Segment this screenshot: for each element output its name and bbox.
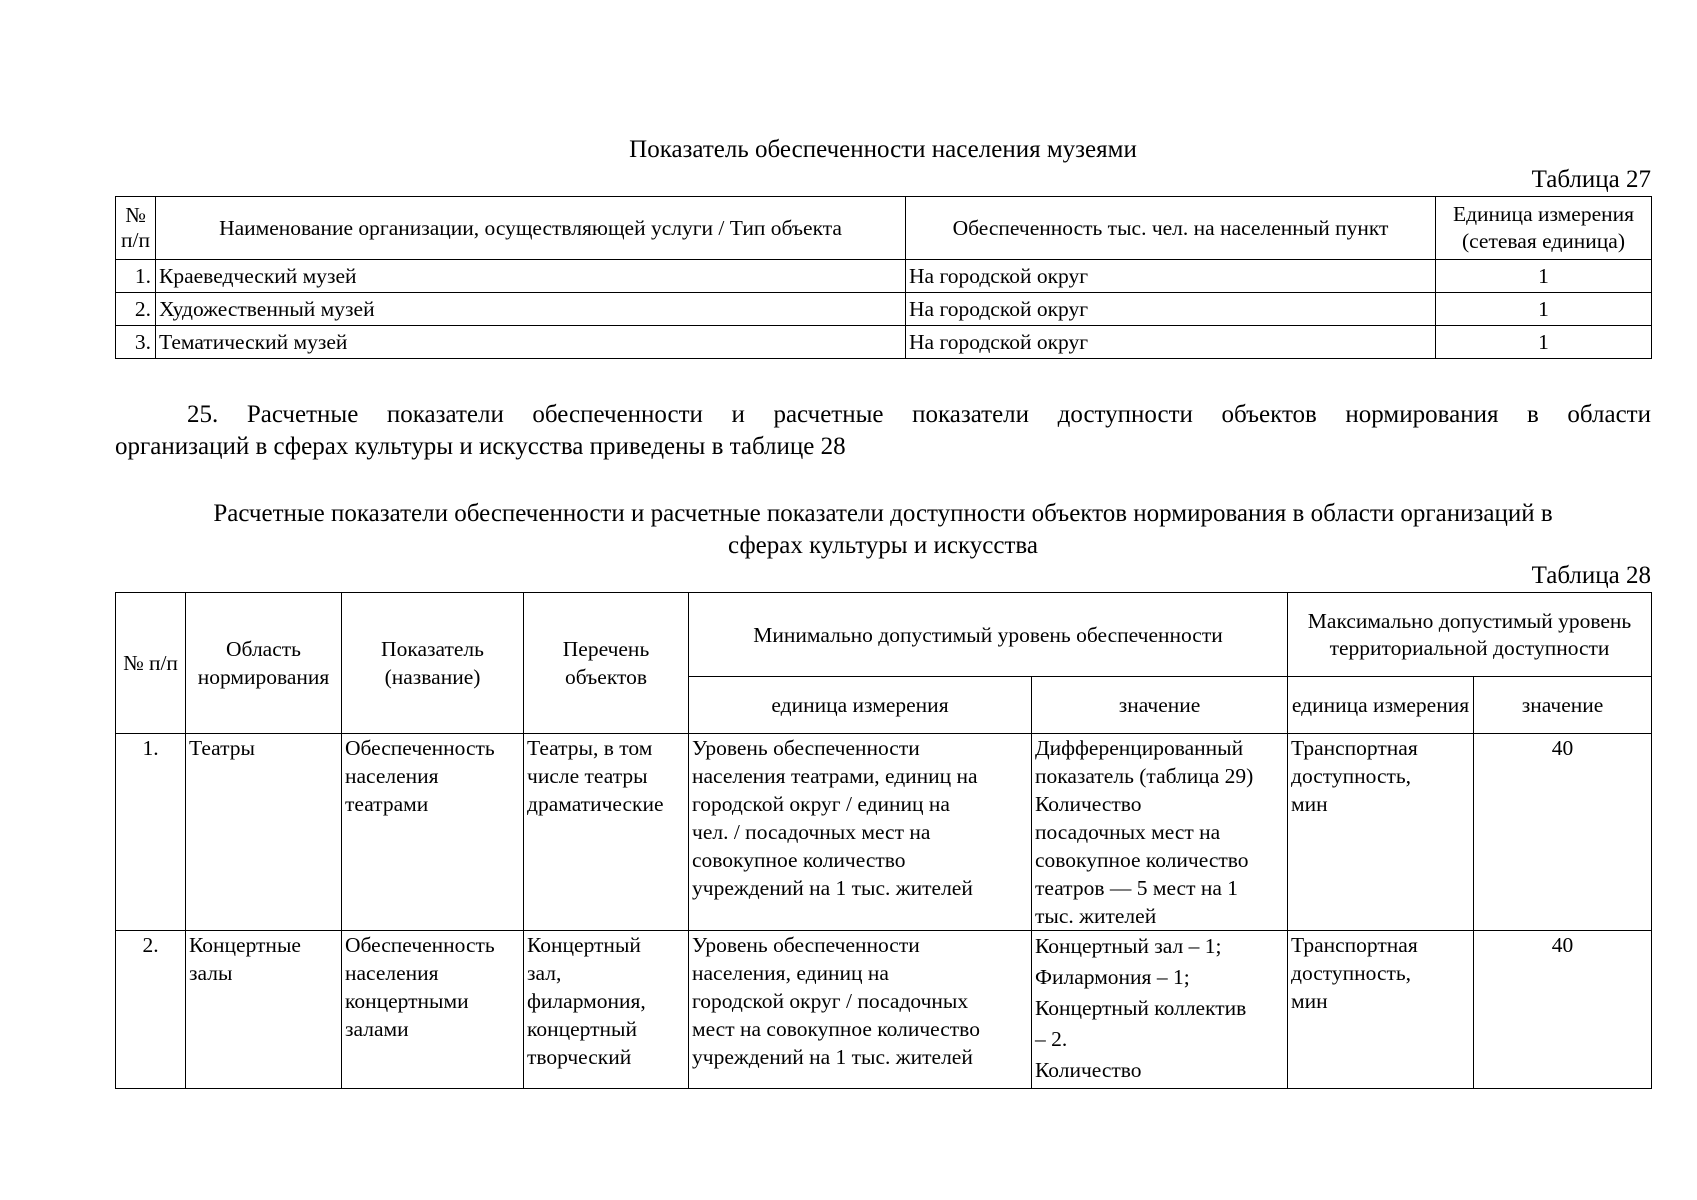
row-num: 2. xyxy=(116,293,156,326)
row-num: 3. xyxy=(116,326,156,359)
row-indicator xyxy=(342,931,524,1089)
table28-title-line-2: сферах культуры и искусства xyxy=(728,532,1038,559)
cell-line: Уровень обеспеченности xyxy=(692,933,920,957)
paragraph-25 xyxy=(115,399,1651,463)
cell-line: Количество xyxy=(1035,1058,1142,1082)
header-unit: Единица измерения (сетевая единица) xyxy=(1436,197,1652,260)
cell-line: числе театры xyxy=(527,764,648,788)
cell-line: населения, единиц на xyxy=(692,961,889,985)
row-area xyxy=(186,931,342,1089)
cell-line: Концертный зал – 1; xyxy=(1035,934,1222,958)
row-unit: 1 xyxy=(1436,326,1652,359)
cell-line: Обеспеченность xyxy=(345,736,495,760)
header-objects: Перечень объектов xyxy=(524,593,689,734)
row-objects xyxy=(524,734,689,931)
cell-line: тыс. жителей xyxy=(1035,904,1157,928)
row-name: Художественный музей xyxy=(156,293,906,326)
cell-line: чел. / посадочных мест на xyxy=(692,820,931,844)
header-max-access: Максимально допустимый уровень территориальной доступности xyxy=(1288,593,1652,677)
cell-line: доступность, xyxy=(1291,961,1412,985)
cell-line: Филармония – 1; xyxy=(1035,965,1190,989)
cell-line: доступность, xyxy=(1291,764,1412,788)
row-unit xyxy=(689,734,1032,931)
header-value: значение xyxy=(1032,677,1288,734)
header-unit-2: единица измерения xyxy=(1288,677,1474,734)
cell-line: населения xyxy=(345,961,439,985)
cell-line: залы xyxy=(189,961,233,985)
header-unit: единица измерения xyxy=(689,677,1032,734)
cell-line: совокупное количество xyxy=(692,848,906,872)
row-num: 1. xyxy=(116,260,156,293)
cell-line: зал, xyxy=(527,961,562,985)
row-unit xyxy=(689,931,1032,1089)
header-area: Область нормирования xyxy=(186,593,342,734)
row-value-2: 40 xyxy=(1474,931,1652,1089)
row-indicator xyxy=(342,734,524,931)
cell-line: совокупное количество xyxy=(1035,848,1249,872)
header-num: № п/п xyxy=(116,593,186,734)
cell-line: учреждений на 1 тыс. жителей xyxy=(692,876,973,900)
table28-title xyxy=(115,498,1651,562)
header-num: № п/п xyxy=(116,197,156,260)
row-provision: На городской округ xyxy=(906,326,1436,359)
row-unit: 1 xyxy=(1436,293,1652,326)
cell-line: драматические xyxy=(527,792,664,816)
table-row xyxy=(116,326,1652,359)
header-provision: Обеспеченность тыс. чел. на населенный пункт xyxy=(906,197,1436,260)
cell-line: Дифференцированный xyxy=(1035,736,1244,760)
row-unit: 1 xyxy=(1436,260,1652,293)
table-header-row xyxy=(116,197,1652,260)
row-provision: На городской округ xyxy=(906,260,1436,293)
row-provision: На городской округ xyxy=(906,293,1436,326)
cell-line: филармония, xyxy=(527,989,646,1013)
paragraph-line-2: организаций в сферах культуры и искусства приведены в таблице 28 xyxy=(115,433,846,460)
row-area: Театры xyxy=(186,734,342,931)
cell-line: населения театрами, единиц на xyxy=(692,764,978,788)
cell-line: творческий xyxy=(527,1045,632,1069)
cell-line: театров — 5 мест на 1 xyxy=(1035,876,1239,900)
table-row xyxy=(116,260,1652,293)
table28-title-line-1: Расчетные показатели обеспеченности и расчетные показатели доступности объектов нормирования в области организаций в xyxy=(213,500,1553,527)
table27-title: Показатель обеспеченности населения музеями xyxy=(629,136,1137,163)
row-objects xyxy=(524,931,689,1089)
table27-label: Таблица 27 xyxy=(1531,166,1651,193)
cell-line: Транспортная xyxy=(1291,736,1418,760)
paragraph-line-1: 25. Расчетные показатели обеспеченности и расчетные показатели доступности объектов нормирования в области xyxy=(187,401,1651,428)
cell-line: мест на совокупное количество xyxy=(692,1017,980,1041)
cell-line: посадочных мест на xyxy=(1035,820,1221,844)
cell-line: Концертные xyxy=(189,933,301,957)
row-value xyxy=(1032,931,1288,1089)
table-row xyxy=(116,293,1652,326)
row-num: 1. xyxy=(116,734,186,931)
row-value-2: 40 xyxy=(1474,734,1652,931)
header-indicator: Показатель (название) xyxy=(342,593,524,734)
cell-line: – 2. xyxy=(1035,1027,1068,1051)
table-header-row xyxy=(116,593,1652,677)
cell-line: залами xyxy=(345,1017,409,1041)
cell-line: театрами xyxy=(345,792,429,816)
cell-line: Театры, в том xyxy=(527,736,653,760)
table28-label: Таблица 28 xyxy=(1531,562,1651,589)
row-num: 2. xyxy=(116,931,186,1089)
row-name: Тематический музей xyxy=(156,326,906,359)
cell-line: населения xyxy=(345,764,439,788)
header-value-2: значение xyxy=(1474,677,1652,734)
row-unit-2 xyxy=(1288,931,1474,1089)
row-value xyxy=(1032,734,1288,931)
cell-line: учреждений на 1 тыс. жителей xyxy=(692,1045,973,1069)
cell-line: концертный xyxy=(527,1017,637,1041)
row-unit-2 xyxy=(1288,734,1474,931)
cell-line: Транспортная xyxy=(1291,933,1418,957)
table-row xyxy=(116,931,1652,1089)
cell-line: Концертный коллектив xyxy=(1035,996,1247,1020)
cell-line: мин xyxy=(1291,792,1328,816)
cell-line: мин xyxy=(1291,989,1328,1013)
culture-table xyxy=(115,592,1652,1089)
cell-line: городской округ / посадочных xyxy=(692,989,969,1013)
museums-table xyxy=(115,196,1652,359)
cell-line: городской округ / единиц на xyxy=(692,792,950,816)
header-name: Наименование организации, осуществляющей услуги / Тип объекта xyxy=(156,197,906,260)
cell-line: Количество xyxy=(1035,792,1142,816)
table-row xyxy=(116,734,1652,931)
cell-line: Концертный xyxy=(527,933,641,957)
cell-line: Обеспеченность xyxy=(345,933,495,957)
cell-line: Уровень обеспеченности xyxy=(692,736,920,760)
row-name: Краеведческий музей xyxy=(156,260,906,293)
cell-line: концертными xyxy=(345,989,469,1013)
cell-line: показатель (таблица 29) xyxy=(1035,764,1254,788)
header-min-level: Минимально допустимый уровень обеспеченности xyxy=(689,593,1288,677)
